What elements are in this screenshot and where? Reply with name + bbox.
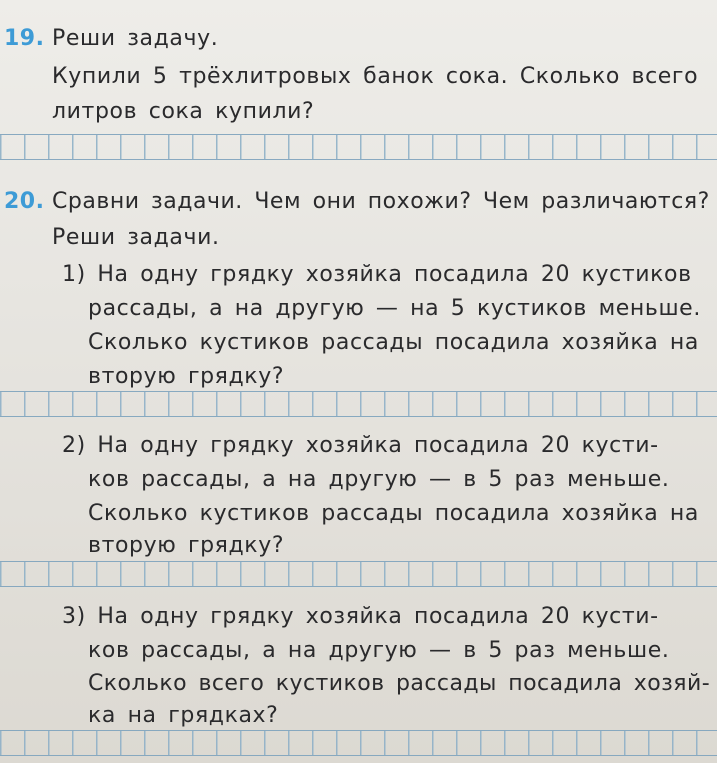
task-20-1-line-4: вторую грядку?: [88, 364, 285, 389]
task-19-line-2: литров сока купили?: [52, 99, 315, 124]
task-19-number: 19.: [4, 26, 45, 51]
task-20-2-line-2: ков рассады, а на другую — в 5 раз меньше.: [88, 467, 670, 492]
task-20-3-line-4: ка на грядках?: [88, 703, 279, 728]
task-19-line-1: Купили 5 трёхлитровых банок сока. Сколько всего: [52, 64, 699, 89]
task-20-3-line-1: 3) На одну грядку хозяйка посадила 20 кусти-: [62, 604, 659, 629]
task-20-3-line-2: ков рассады, а на другую — в 5 раз меньше.: [88, 638, 670, 663]
answer-grid-20-3[interactable]: [0, 730, 717, 756]
task-20-1-line-1: 1) На одну грядку хозяйка посадила 20 кустиков: [62, 262, 692, 287]
task-19-title: Реши задачу.: [52, 26, 219, 51]
task-20-title-2: Реши задачи.: [52, 225, 220, 250]
task-20-2-line-3: Сколько кустиков рассады посадила хозяйка на: [88, 501, 699, 526]
task-20-1-line-2: рассады, а на другую — на 5 кустиков меньше.: [88, 296, 701, 321]
task-20-2-line-1: 2) На одну грядку хозяйка посадила 20 кусти-: [62, 433, 659, 458]
answer-grid-20-1[interactable]: [0, 391, 717, 417]
answer-grid-20-2[interactable]: [0, 561, 717, 587]
task-20-1-line-3: Сколько кустиков рассады посадила хозяйка на: [88, 330, 699, 355]
task-20-number: 20.: [4, 189, 45, 214]
task-20-3-line-3: Сколько всего кустиков рассады посадила хозяй-: [88, 671, 711, 696]
task-20-2-line-4: вторую грядку?: [88, 533, 285, 558]
task-20-title-1: Сравни задачи. Чем они похожи? Чем различаются?: [52, 189, 710, 214]
answer-grid-19[interactable]: [0, 134, 717, 160]
